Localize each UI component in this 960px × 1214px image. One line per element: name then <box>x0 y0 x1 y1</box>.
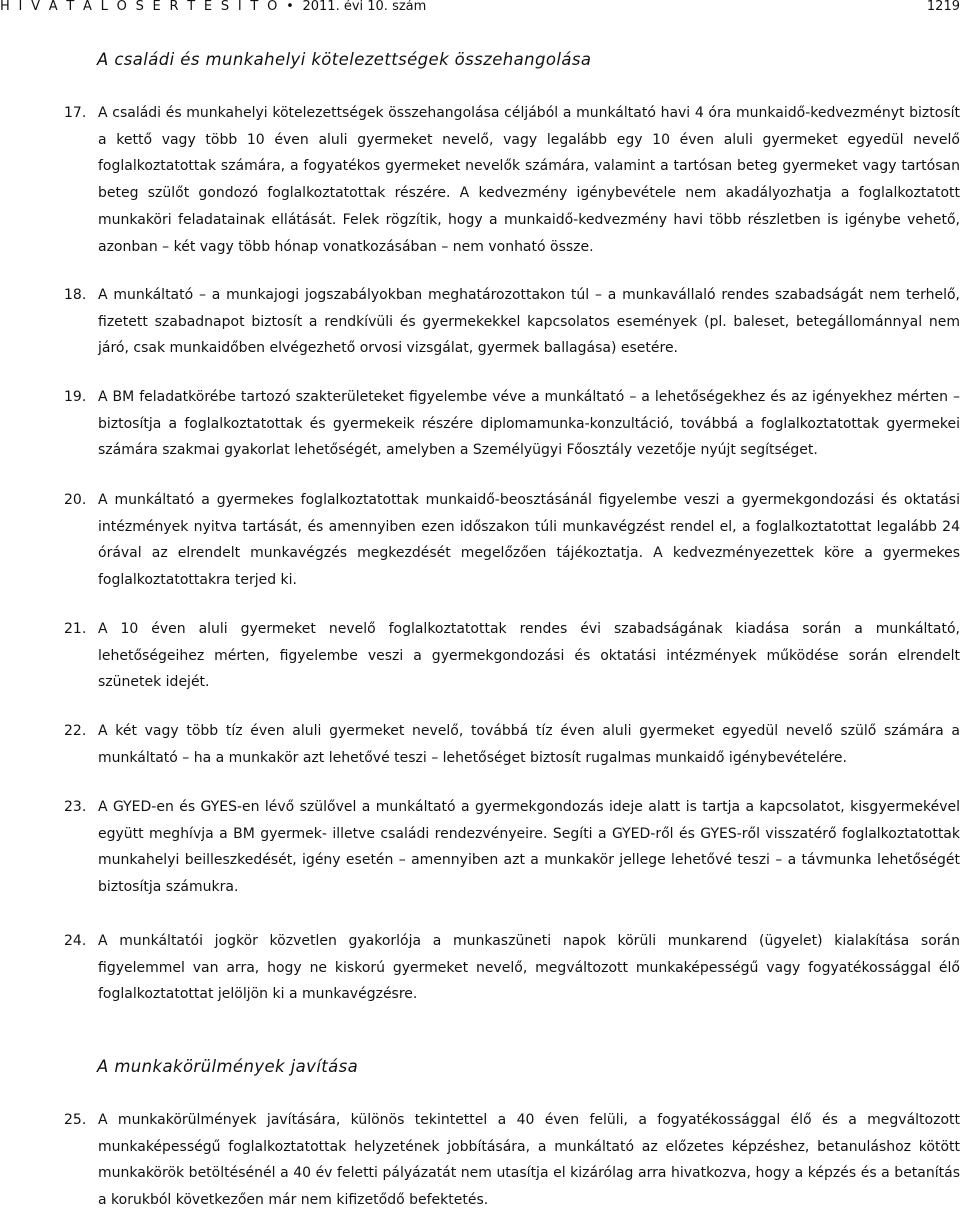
paragraph-number: 24. <box>64 933 87 949</box>
paragraph-19 <box>64 384 960 464</box>
paragraph-21 <box>64 616 960 696</box>
paragraph-23 <box>64 794 960 901</box>
section-title: A családi és munkahelyi kötelezettségek összehangolása <box>97 50 592 69</box>
section-title: A munkakörülmények javítása <box>97 1057 359 1076</box>
page-number: 1219 <box>926 0 960 14</box>
paragraph-number: 17. <box>64 105 87 121</box>
paragraph-number: 22. <box>64 723 87 739</box>
paragraph-text: A munkakörülmények javítására, különös tekintettel a 40 éven felüli, a fogyatékossággal élő és a megváltozott munkaképességű foglalkoztatottak helyzetének jobbítására, a munkáltató az előzetes képzéshez, betanuláshoz kötött munkakörök betöltésénél a 40 év feletti pályázatát nem utasítja el kizárólag arra hivatkozva, hogy a képzés és a betanítás a korukból következően már nem kifizetődő befektetés. <box>98 1112 960 1209</box>
paragraph-text: A 10 éven aluli gyermeket nevelő foglalkoztatottak rendes évi szabadságának kiadása során a munkáltató, lehetőségeihez mérten, figyelembe veszi a gyermekgondozási és oktatási intézmények működése során elrendelt szünetek idejét. <box>98 621 960 691</box>
issue-date: 2011. évi 10. szám <box>302 0 427 14</box>
paragraph-number: 25. <box>64 1112 87 1128</box>
paragraph-17 <box>64 100 960 260</box>
paragraph-text: A munkáltatói jogkör közvetlen gyakorlója a munkaszüneti napok körüli munkarend (ügyelet) kialakítása során figyelemmel van arra, hogy ne kiskorú gyermeket nevelő, megváltozott munkaképességű vagy fogyatékossággal élő foglalkoztatottat jelöljön ki a munkavégzésre. <box>98 933 960 1003</box>
paragraph-text: A munkáltató a gyermekes foglalkoztatottak munkaidő-beosztásánál figyelembe veszi a gyermekgondozási és oktatási intézmények nyitva tartását, és amennyiben ezen időszakon túli munkavégzést rendel el, a foglalkoztatottat legalább 24 órával az elrendelt munkavégzés megkezdését megelőzően tájékoztatja. A kedvezményezettek köre a gyermekes foglalkoztatottakra terjed ki. <box>98 492 960 589</box>
paragraph-text: A BM feladatkörébe tartozó szakterületeket figyelembe véve a munkáltató – a lehetőségekhez és az igényekhez mérten – biztosítja a foglalkoztatottak és gyermekeik részére diplomamunka-konzultáció, továbbá a foglalkoztatottak gyermekei számára szakmai gyakorlat lehetőségét, amelyben a Személyügyi Főosztály vezetője nyújt segítséget. <box>98 389 960 459</box>
paragraph-24 <box>64 928 960 1008</box>
paragraph-22 <box>64 718 960 771</box>
paragraph-number: 21. <box>64 621 87 637</box>
paragraph-number: 18. <box>64 287 87 303</box>
page-header <box>0 0 960 20</box>
paragraph-text: A munkáltató – a munkajogi jogszabályokban meghatározottakon túl – a munkavállaló rendes szabadságát nem terhelő, fizetett szabadnapot biztosít a rendkívüli és gyermekekkel kapcsolatos események (pl. baleset, betegállománnyal nem járó, csak munkaidőben elvégezhető orvosi vizsgálat, gyermek ballagása) esetére. <box>98 287 960 357</box>
paragraph-text: A családi és munkahelyi kötelezettségek összehangolása céljából a munkáltató havi 4 óra munkaidő-kedvezményt biztosít a kettő vagy több 10 éven aluli gyermeket nevelő, vagy legalább egy 10 éven aluli gyermeket egyedül nevelő foglalkoztatottak számára, a fogyatékos gyermeket nevelők számára, valamint a tartósan beteg gyermeket vagy tartósan beteg szülőt gondozó foglalkoztatottak részére. A kedvezmény igénybevétele nem akadályozhatja a foglalkoztatott munkaköri feladatainak ellátását. Felek rögzítik, hogy a munkaidő-kedvezmény havi több részletben is igénybe vehető, azonban – két vagy több hónap vonatkozásában – nem vonható össze. <box>98 105 960 255</box>
paragraph-25 <box>64 1107 960 1214</box>
paragraph-18 <box>64 282 960 362</box>
running-title: H I V A T A L O S É R T E S Í T Õ • 2011. évi 10. szám <box>0 0 427 14</box>
paragraph-text: A két vagy több tíz éven aluli gyermeket nevelő, továbbá tíz éven aluli gyermeket egyedül nevelő szülő számára a munkáltató – ha a munkakör azt lehetővé teszi – lehetőséget biztosít rugalmas munkaidő igénybevételére. <box>98 723 960 766</box>
paragraph-number: 19. <box>64 389 87 405</box>
paragraph-20 <box>64 487 960 594</box>
paragraph-number: 23. <box>64 799 87 815</box>
paragraph-number: 20. <box>64 492 87 508</box>
paragraph-text: A GYED-en és GYES-en lévő szülővel a munkáltató a gyermekgondozás ideje alatt is tartja a kapcsolatot, kisgyermekével együtt meghívja a BM gyermek- illetve családi rendezvényeire. Segíti a GYED-ről és GYES-ről visszatérő foglalkoztatottak munkahelyi beilleszkedését, igény esetén – amennyiben azt a munkakör jellege lehetővé teszi – a távmunka lehetőségét biztosítja számukra. <box>98 799 960 896</box>
